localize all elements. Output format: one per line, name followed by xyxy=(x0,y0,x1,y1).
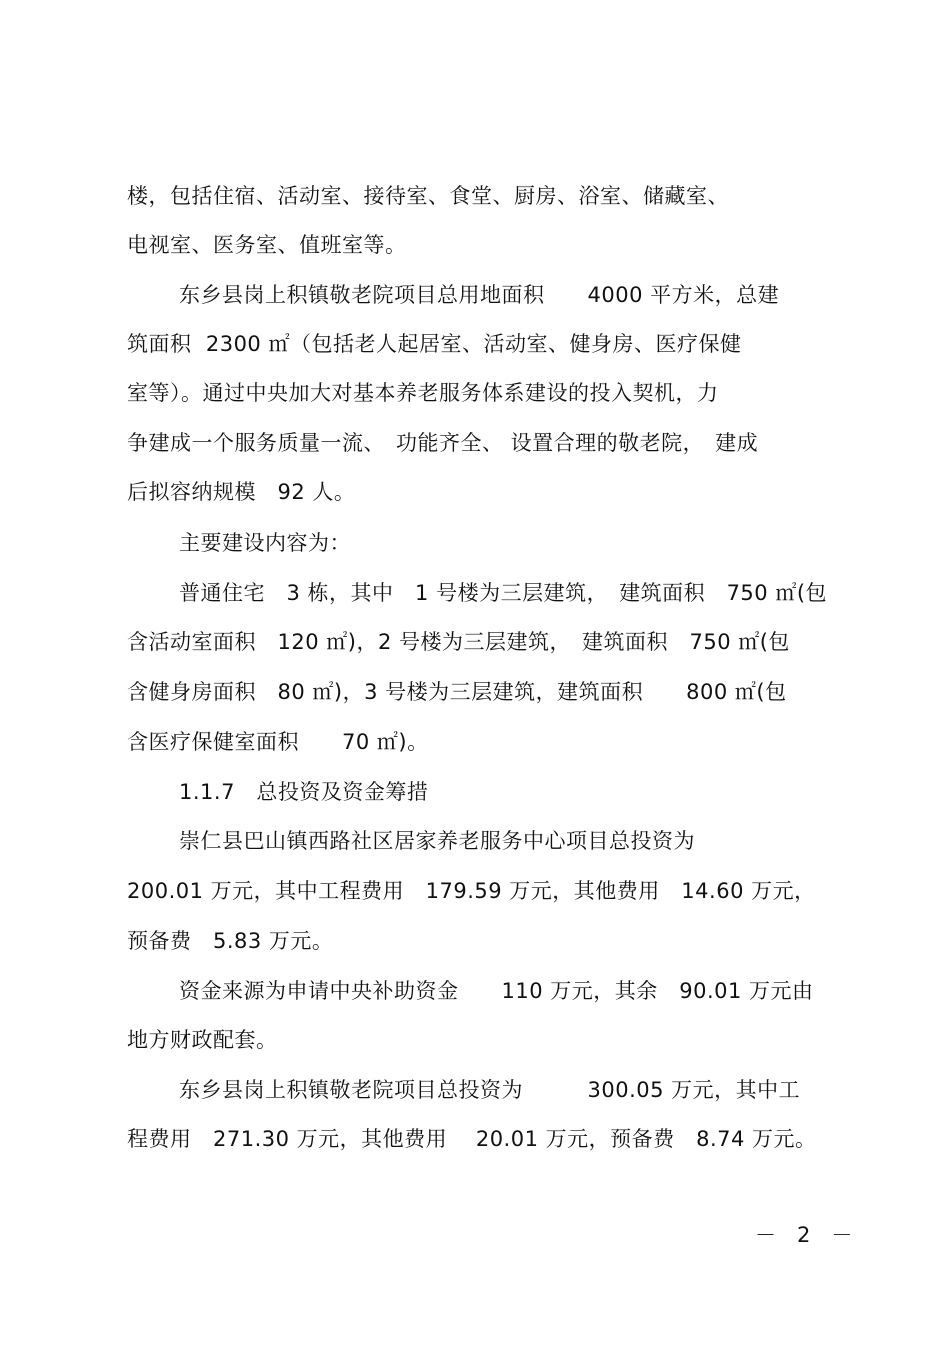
text-line: 东乡县岗上积镇敬老院项目总投资为 300.05 万元，其中工 xyxy=(179,1078,801,1102)
text-line: 普通住宅 3 栋，其中 1 号楼为三层建筑， 建筑面积 750 ㎡(包 xyxy=(179,581,828,605)
text-line: 筑面积 2300 ㎡（包括老人起居室、活动室、健身房、医疗保健 xyxy=(127,332,742,356)
text-line: 室等）。通过中央加大对基本养老服务体系建设的投入契机，力 xyxy=(127,381,719,405)
text-line: 东乡县岗上积镇敬老院项目总用地面积 4000 平方米，总建 xyxy=(179,283,780,307)
page-number: － 2 － xyxy=(755,1223,853,1247)
text-line: 含医疗保健室面积 70 ㎡)。 xyxy=(127,730,429,754)
text-line: 主要建设内容为： xyxy=(179,531,351,555)
text-line: 资金来源为申请中央补助资金 110 万元，其余 90.01 万元由 xyxy=(179,979,814,1003)
text-line: 争建成一个服务质量一流、 功能齐全、 设置合理的敬老院， 建成 xyxy=(127,431,759,455)
text-line: 程费用 271.30 万元，其他费用 20.01 万元，预备费 8.74 万元。 xyxy=(127,1127,817,1151)
text-line: 电视室、医务室、值班室等。 xyxy=(127,233,407,257)
text-line: 含活动室面积 120 ㎡)，2 号楼为三层建筑， 建筑面积 750 ㎡(包 xyxy=(127,630,790,654)
text-line: 楼，包括住宿、活动室、接待室、食堂、厨房、浴室、储藏室、 xyxy=(127,184,729,208)
text-line: 后拟容纳规模 92 人。 xyxy=(127,480,356,504)
text-line: 含健身房面积 80 ㎡)，3 号楼为三层建筑，建筑面积 800 ㎡(包 xyxy=(127,680,787,704)
text-line: 200.01 万元，其中工程费用 179.59 万元，其他费用 14.60 万元， xyxy=(127,879,816,903)
text-line: 地方财政配套。 xyxy=(127,1028,278,1052)
text-line: 预备费 5.83 万元。 xyxy=(127,929,334,953)
section-heading: 1.1.7 总投资及资金筹措 xyxy=(179,780,429,804)
text-line: 崇仁县巴山镇西路社区居家养老服务中心项目总投资为 xyxy=(179,829,695,853)
